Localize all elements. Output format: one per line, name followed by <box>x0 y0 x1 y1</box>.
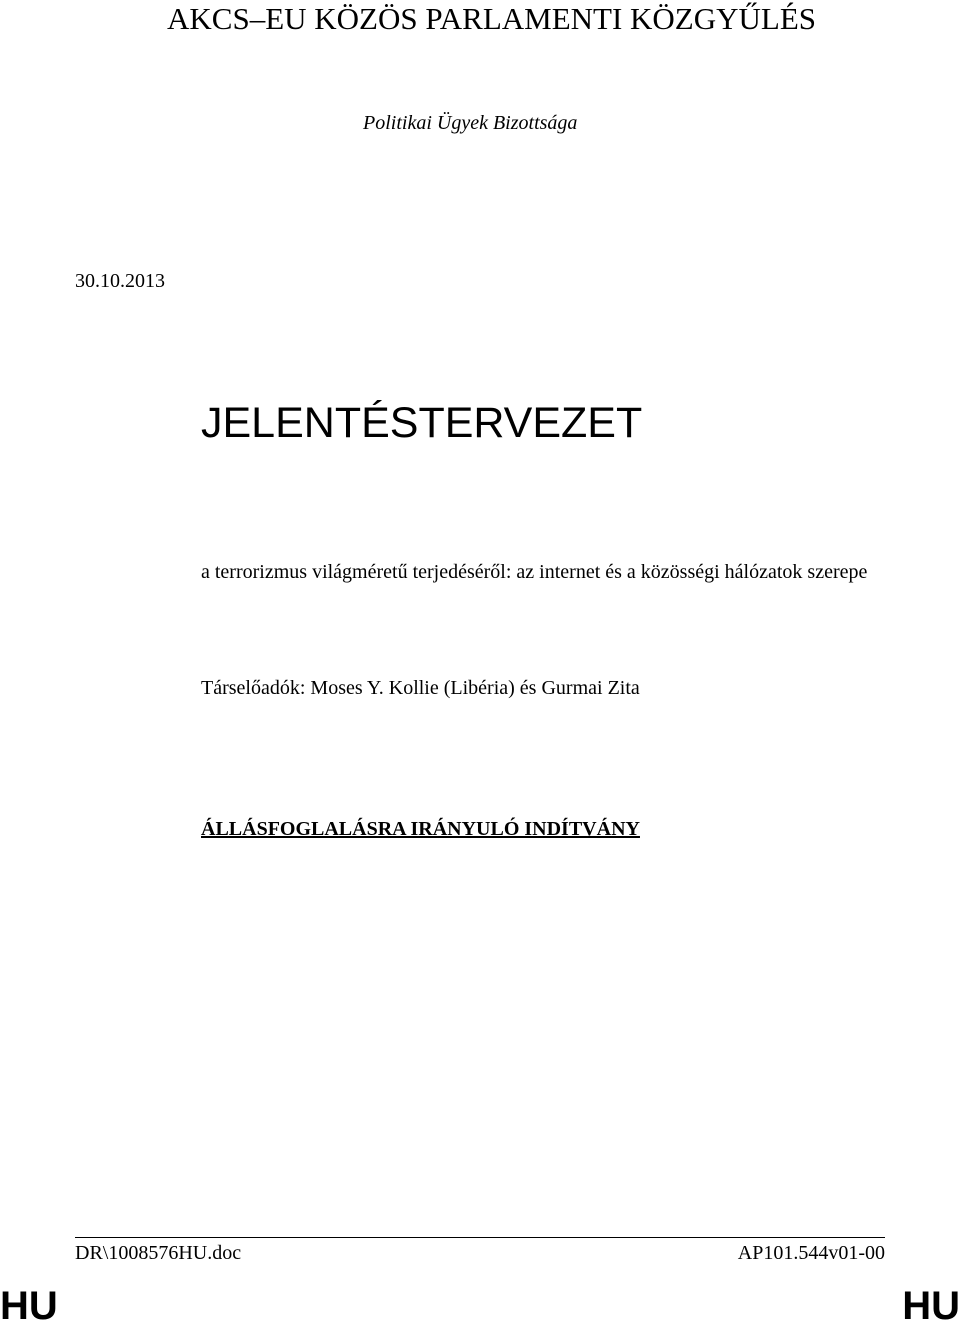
document-title: JELENTÉSTERVEZET <box>201 399 643 447</box>
motion-heading: ÁLLÁSFOGLALÁSRA IRÁNYULÓ INDÍTVÁNY <box>201 818 640 840</box>
document-date: 30.10.2013 <box>75 270 165 292</box>
footer-doc-reference: DR\1008576HU.doc <box>75 1242 242 1264</box>
language-code-left: HU <box>0 1284 58 1328</box>
language-code-right: HU <box>902 1284 960 1328</box>
rapporteurs-line: Társelőadók: Moses Y. Kollie (Libéria) és Gurmai Zita <box>201 677 640 699</box>
footer-divider <box>75 1237 885 1238</box>
document-subject: a terrorizmus világméretű terjedéséről: az internet és a közösségi hálózatok szerepe <box>201 561 868 583</box>
committee-name: Politikai Ügyek Bizottsága <box>363 112 578 134</box>
assembly-name: AKCS–EU KÖZÖS PARLAMENTI KÖZGYŰLÉS <box>167 1 817 36</box>
footer-ap-reference: AP101.544v01-00 <box>737 1242 885 1264</box>
